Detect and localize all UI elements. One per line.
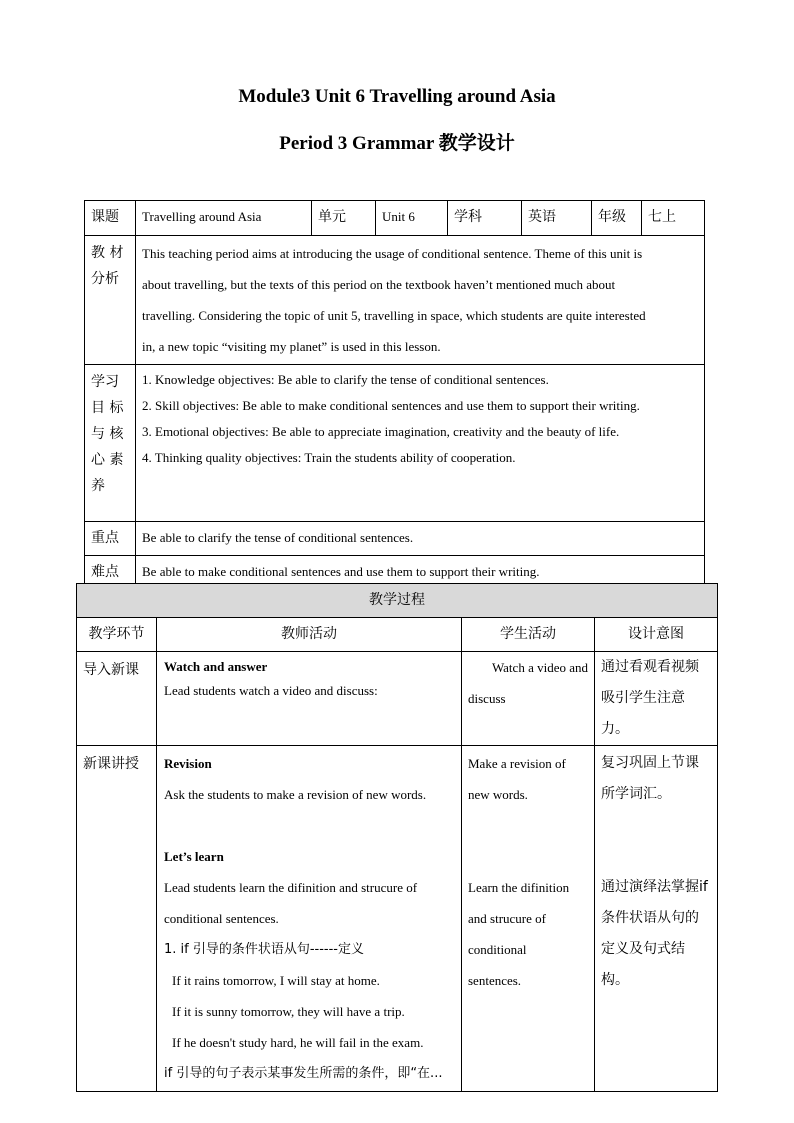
new-lesson-teacher	[157, 745, 462, 1091]
intent-learn-line: 定义及句式结构。	[601, 940, 685, 988]
material-line: travelling. Considering the topic of unit 5, travelling in space, which students are quite interested	[142, 308, 646, 323]
student-learn-line: conditional	[468, 941, 527, 957]
learn-title: Let’s learn	[164, 848, 224, 864]
example-sentence: If it rains tomorrow, I will stay at home.	[172, 972, 380, 988]
key-point-value: Be able to clarify the tense of conditional sentences.	[136, 522, 705, 556]
material-line: This teaching period aims at introducing the usage of conditional sentence. Theme of this unit is	[142, 246, 643, 261]
difficult-point-label: 难点	[85, 555, 136, 589]
lesson-info-table	[84, 200, 705, 590]
subject-label: 学科	[448, 201, 522, 236]
intent-revision-line: 复习巩固上节课	[601, 754, 699, 771]
objective-item: 4. Thinking quality objectives: Train the students ability of cooperation.	[142, 450, 516, 465]
lead-in-intent	[595, 651, 718, 745]
learn-text-line: conditional sentences.	[164, 910, 279, 926]
intent-learn-line: 通过演绎法掌握if	[601, 878, 708, 895]
grade-value: 七上	[642, 201, 705, 236]
lead-in-intent-line: 吸引学生注意力。	[601, 689, 685, 737]
material-label-line: 分析	[91, 271, 119, 287]
learn-text-line: Lead students learn the difinition and strucure of	[164, 879, 418, 895]
student-learn-line: and strucure of	[468, 910, 546, 926]
unit-value: Unit 6	[376, 201, 448, 236]
objectives-label-line: 养	[91, 478, 105, 494]
subject-value: 英语	[522, 201, 592, 236]
objectives-label-line: 目 标	[91, 400, 124, 416]
lead-in-student-line: discuss	[468, 690, 506, 706]
objectives-label-line: 与 核	[91, 426, 124, 442]
column-intent: 设计意图	[595, 617, 718, 651]
material-line: in, a new topic “visiting my planet” is used in this lesson.	[142, 339, 441, 354]
condition-note: if 引导的句子表示某事发生所需的条件，即“在...	[164, 1065, 443, 1081]
student-learn-line: sentences.	[468, 972, 522, 988]
lead-in-student	[462, 651, 595, 745]
document-subtitle: Period 3 Grammar 教学设计	[279, 133, 515, 154]
unit-label: 单元	[312, 201, 376, 236]
lead-in-stage: 导入新课	[77, 651, 157, 745]
student-revision-line: new words.	[468, 786, 528, 802]
material-label	[85, 236, 136, 365]
grade-label: 年级	[592, 201, 642, 236]
lead-in-teacher	[157, 651, 462, 745]
material-analysis	[136, 236, 705, 365]
student-revision-line: Make a revision of	[468, 755, 566, 771]
intent-learn-line: 条件状语从句的	[601, 909, 699, 926]
objectives-list	[136, 365, 705, 522]
revision-text: Ask the students to make a revision of new words.	[164, 786, 427, 802]
objectives-label-line: 学习	[91, 374, 119, 390]
example-sentence: If he doesn't study hard, he will fail in the exam.	[172, 1034, 424, 1050]
objectives-label	[85, 365, 136, 522]
process-header: 教学过程	[77, 584, 718, 618]
teaching-process-table	[76, 583, 718, 1092]
new-lesson-student	[462, 745, 595, 1091]
objective-item: 2. Skill objectives: Be able to make conditional sentences and use them to support their writing.	[142, 398, 640, 413]
lead-in-student-line: Watch a video and	[491, 659, 588, 675]
intent-revision-line: 所学词汇。	[601, 785, 671, 802]
objective-item: 1. Knowledge objectives: Be able to clarify the tense of conditional sentences.	[142, 372, 549, 387]
material-line: about travelling, but the texts of this period on the textbook haven’t mentioned much about	[142, 277, 616, 292]
difficult-point-value: Be able to make conditional sentences and use them to support their writing.	[136, 555, 705, 589]
definition-line: 1. if 引导的条件状语从句------定义	[164, 941, 365, 957]
material-label-line: 教 材	[91, 245, 124, 261]
lead-in-intent-line: 通过看观看视频	[601, 658, 699, 675]
column-stage: 教学环节	[77, 617, 157, 651]
lead-in-text: Lead students watch a video and discuss:	[164, 682, 378, 698]
topic-label: 课题	[85, 201, 136, 236]
new-lesson-intent	[595, 745, 718, 1091]
example-sentence: If it is sunny tomorrow, they will have a trip.	[172, 1003, 405, 1019]
column-teacher: 教师活动	[157, 617, 462, 651]
key-point-label: 重点	[85, 522, 136, 556]
topic-value: Travelling around Asia	[136, 201, 312, 236]
new-lesson-stage: 新课讲授	[77, 745, 157, 1091]
lead-in-title: Watch and answer	[164, 658, 268, 674]
column-student: 学生活动	[462, 617, 595, 651]
objectives-label-line: 心 素	[91, 452, 124, 468]
revision-title: Revision	[164, 755, 212, 771]
objective-item: 3. Emotional objectives: Be able to appreciate imagination, creativity and the beauty of life.	[142, 424, 620, 439]
student-learn-line: Learn the difinition	[468, 879, 570, 895]
document-title: Module3 Unit 6 Travelling around Asia	[238, 86, 556, 107]
